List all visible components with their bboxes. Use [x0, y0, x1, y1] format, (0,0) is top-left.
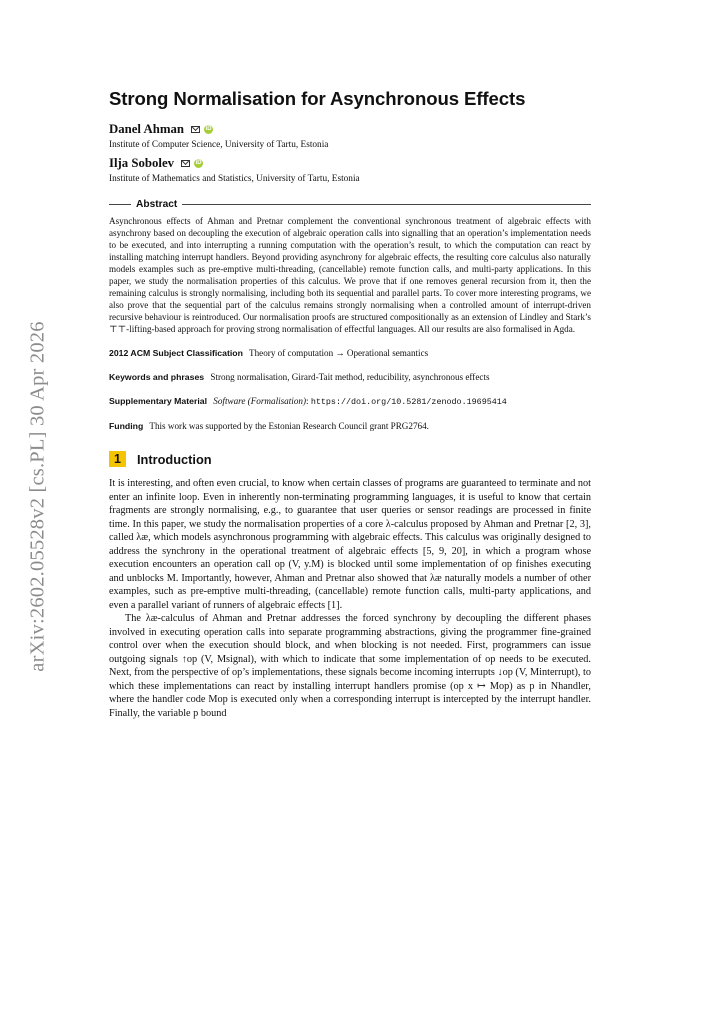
meta-label: Supplementary Material — [109, 396, 208, 407]
author-affiliation: Institute of Computer Science, University of Tartu, Estonia — [109, 140, 329, 150]
paragraph: It is interesting, and often even crucial, to know when certain classes of programs are guaranteed to terminate and not enter an infinite loop. Even in inherently non-terminating programming languages, it is useful to know that certain fragments are strongly normalising, e.g., to guarantee that user queries or sensor readings are processed in finite time. In this paper, we study the normalisation properties of a core λ-calculus proposed by Ahman and Pretnar [2, 3], called λæ, which models asynchronous programming with algebraic effects. This calculus was originally designed to address the synchrony in the operational treatment of algebraic effects [5, 9, 20], in which a program whose execution encounters an operation call op (V, y.M) is blocked until some implementation of op finishes executing and unblocks M. Importantly, however, Ahman and Pretnar also showed that λæ naturally models a number of other examples, such as pre-emptive multi-threading, (cancellable) remote function calls, multi-party applications, and even a parallel variant of runners of algebraic effects [1]. — [109, 478, 591, 611]
meta-value: This work was supported by the Estonian Research Council grant PRG2764. — [149, 421, 429, 432]
section-heading — [109, 451, 591, 467]
envelope-icon[interactable] — [181, 160, 190, 167]
meta-value-italic: Software (Formalisation) — [213, 396, 306, 407]
funding — [109, 420, 591, 432]
author-row — [109, 156, 591, 171]
arxiv-identifier: arXiv:2602.05528v2 [cs.PL] 30 Apr 2026 — [26, 320, 49, 672]
orcid-icon[interactable]: iD — [205, 126, 212, 132]
meta-label: 2012 ACM Subject Classification — [109, 348, 243, 359]
meta-label: Keywords and phrases — [109, 372, 205, 383]
paragraph: The λæ-calculus of Ahman and Pretnar addresses the forced synchrony by decoupling the different phases involved in executing operation calls into separate programming abstractions, giving the programmer fine-grained control over when the execution should block, and when blocking is not needed. First, programmers can issue outgoing signals ↑op (V, Msignal), with which to indicate that some implementation of op needs to be executed. Next, from the perspective of op’s implementations, these signals become incoming interrupts ↓op (V, Minterrupt), to which these implementations can react by installing interrupt handlers promise (op x ↦ Mop) as p in Nhandler, where the handler code Mop is executed only when a corresponding interrupt is intercepted by the interrupt handler. Finally, the variable p bound — [109, 613, 591, 719]
envelope-icon[interactable] — [191, 126, 200, 133]
supplementary-material — [109, 395, 591, 408]
abstract-rule — [109, 204, 131, 205]
section-body — [109, 477, 591, 720]
author-name: Danel Ahman — [109, 122, 185, 136]
meta-value: Theory of computation → Operational semantics — [249, 348, 429, 359]
orcid-icon[interactable]: iD — [195, 160, 202, 166]
author-name: Ilja Sobolev — [109, 156, 175, 170]
author-block — [109, 122, 591, 184]
paper-title: Strong Normalisation for Asynchronous Effects — [109, 88, 526, 109]
meta-separator: : — [305, 396, 311, 407]
acm-classification — [109, 347, 591, 359]
meta-label: Funding — [109, 421, 144, 432]
author-affiliation: Institute of Mathematics and Statistics, University of Tartu, Estonia — [109, 174, 360, 184]
abstract-rule — [182, 204, 591, 205]
doi-link[interactable]: https://doi.org/10.5281/zenodo.19695414 — [310, 397, 507, 408]
section-number: 1 — [109, 451, 126, 467]
abstract-heading-row — [109, 199, 591, 210]
section-title: Introduction — [136, 451, 212, 467]
arxiv-side-stamp — [14, 300, 62, 692]
paper-content — [109, 88, 591, 720]
abstract-heading: Abstract — [136, 199, 178, 210]
author-row — [109, 122, 591, 137]
meta-value: Strong normalisation, Girard-Tait method, reducibility, asynchronous effects — [210, 372, 490, 383]
keywords — [109, 371, 591, 383]
abstract-text: Asynchronous effects of Ahman and Pretnar complement the conventional synchronous treatment of algebraic effects with asynchrony based on decoupling the execution of algebraic operation calls into signalling that an operation’s implementation needs to be executed, and into interrupting a running computation with the operation’s result, to which the computation can react by installing matching interrupt handlers. Beyond providing asynchrony for algebraic effects, the resulting core calculus also naturally models examples such as pre-emptive multi-threading, (cancellable) remote function calls, and multi-party applications. In this paper, we study the normalisation properties of this calculus. We prove that if one removes general recursion from it, then the remaining calculus is strongly normalising, including both its sequential and parallel parts. To cover more interesting programs, we also prove that the sequential part of the calculus remains strongly normalising when a controlled amount of interrupt-driven recursive behaviour is reintroduced. Our normalisation proofs are structured compositionally as an extension of Lindley and Stark’s ⊤⊤-lifting-based approach for proving strong normalisation of effectful languages. All our results are also formalised in Agda. — [109, 216, 591, 335]
